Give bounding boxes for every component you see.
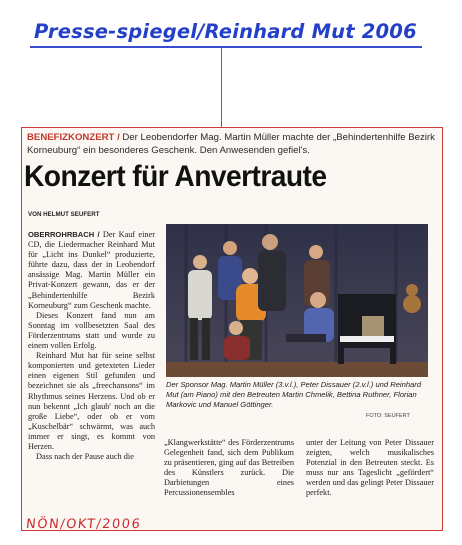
title-underline xyxy=(30,46,422,48)
source-stamp: NÖN/OKT/2006 xyxy=(25,517,143,532)
connector-line xyxy=(221,48,222,128)
article-column-1 xyxy=(28,230,155,462)
column-3-paragraph: unter der Leitung von Peter Dissauer zeigten, welch musikalisches Potenzial in den Betreuten steckt. Es muss nur ans Tageslicht „gefördert“ werden und das gelingt Peter Dissauer perfekt. xyxy=(306,438,434,498)
dateline: OBERROHRBACH / xyxy=(28,230,100,239)
article-byline: VON HELMUT SEUFERT xyxy=(28,211,100,218)
lead-tag: BENEFIZKONZERT / xyxy=(27,132,120,143)
article-lead xyxy=(27,131,439,157)
column-1-paragraph-1: Der Kauf einer CD, die Liedermacher Reinhard Mut für „Licht ins Dunkel“ produzierte, führte dazu, dass der in Leobendorf ansässige Mag. Martin Müller ein Privat-Konzert gewann, das er der „Behindertenhilfe Bezirk Korneuburg“ zum Geschenk machte. xyxy=(28,230,155,310)
article-photo xyxy=(166,224,428,377)
article-column-3 xyxy=(306,438,434,499)
column-1-paragraph-4: Dass nach der Pause auch die xyxy=(36,452,134,462)
column-1-paragraph-3: Reinhard Mut hat für seine selbst komponierten und getexteten Lieder einen eigenen Stil gefunden und bezeichnet sie als „freechansons“ im Rhythmus seines Herzens. Und ob er nun bekennt „Ich glaub' noch an die große Liebe“, oder ob er vom „Kuschelbär“ schwärmt, was auch immer er singt, es kommt von Herzen. xyxy=(28,351,155,451)
page-title: Presse-spiegel/Reinhard Mut 2006 xyxy=(34,20,417,43)
group-photo-illustration xyxy=(166,224,428,377)
lead-text: Der Leobendorfer Mag. Martin Müller machte der „Behindertenhilfe Bezirk Korneuburg“ ein besonderes Geschenk. Den Anwesenden gefiel's. xyxy=(27,132,435,156)
article-column-2 xyxy=(164,438,294,499)
article-headline: Konzert für Anvertraute xyxy=(24,160,327,193)
column-2-paragraph: „Klangwerkstätte“ des Förderzentrums Gelegenheit fand, sich dem Publikum zu präsentieren, ging auf das Betreiben des Künstlers zurück. Die Darbietungen eines Percussionensembles xyxy=(164,438,294,498)
column-1-paragraph-2: Dieses Konzert fand nun am Sonntag im vollbesetzten Saal des Förderzentrums statt und wurde zu einem vollen Erfolg. xyxy=(28,310,155,351)
photo-credit: FOTO: SEUFERT xyxy=(366,413,410,419)
photo-caption: Der Sponsor Mag. Martin Müller (3.v.l.), Peter Dissauer (2.v.l.) und Reinhard Mut (am Piano) mit den Betreuten Martin Chmelik, Bettina Ruthner, Florian Markovic und Manuel Göttinger. xyxy=(166,380,422,409)
newspaper-clipping xyxy=(21,127,443,531)
